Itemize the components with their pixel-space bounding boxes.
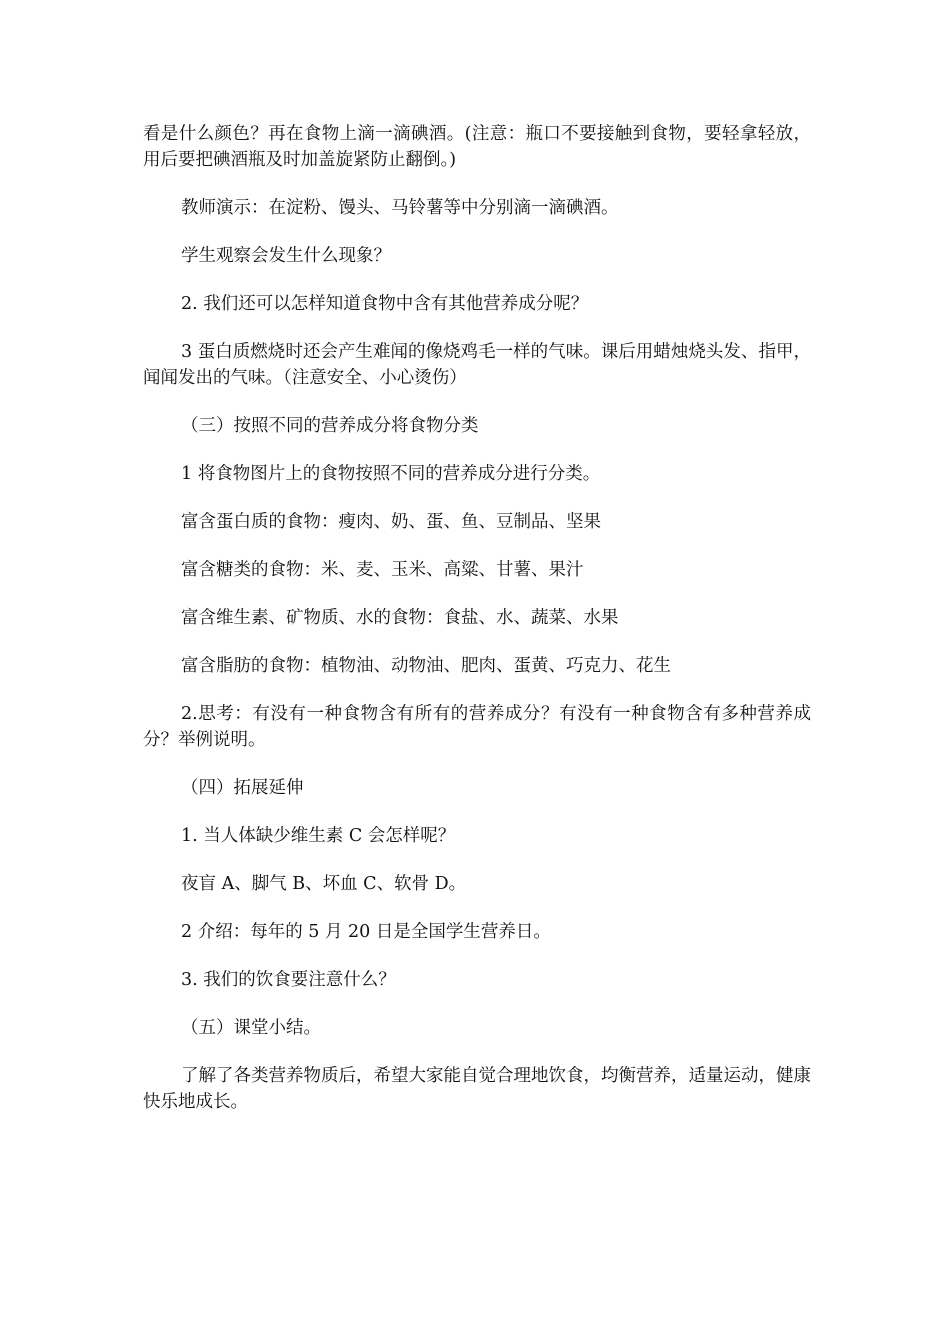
list-item-vitamins: 富含维生素、矿物质、水的食物：食盐、水、蔬菜、水果 [181,608,619,628]
document-body [143,121,811,1137]
paragraph-think: 2.思考：有没有一种食物含有所有的营养成分？有没有一种食物含有多种营养成分？举例说明。 [143,704,811,750]
paragraph-options: 夜盲 A、脚气 B、坏血 C、软骨 D。 [181,874,467,894]
paragraph-classify-foods: 1 将食物图片上的食物按照不同的营养成分进行分类。 [181,464,601,484]
list-item-protein: 富含蛋白质的食物：瘦肉、奶、蛋、鱼、豆制品、坚果 [181,512,601,532]
paragraph-nutrition-day: 2 介绍：每年的 5 月 20 日是全国学生营养日。 [181,922,551,942]
section-heading-3: （三）按照不同的营养成分将食物分类 [181,416,479,436]
paragraph-vitamin-c: 1. 当人体缺少维生素 C 会怎样呢？ [181,826,456,846]
list-item-sugar: 富含糖类的食物：米、麦、玉米、高粱、甘薯、果汁 [181,560,584,580]
paragraph-protein-burning: 3 蛋白质燃烧时还会产生难闻的像烧鸡毛一样的气味。课后用蜡烛烧头发、指甲，闻闻发出的气味。（注意安全、小心烫伤） [143,342,811,388]
paragraph-iodine-test: 看是什么颜色？再在食物上滴一滴碘酒。(注意：瓶口不要接触到食物，要轻拿轻放，用后要把碘酒瓶及时加盖旋紧防止翻倒。) [143,124,811,170]
paragraph-question-2: 2. 我们还可以怎样知道食物中含有其他营养成分呢？ [181,294,589,314]
section-heading-5: （五）课堂小结。 [181,1018,321,1038]
paragraph-teacher-demo: 教师演示：在淀粉、馒头、马铃薯等中分别滴一滴碘酒。 [181,198,619,218]
list-item-fat: 富含脂肪的食物：植物油、动物油、肥肉、蛋黄、巧克力、花生 [181,656,671,676]
paragraph-summary: 了解了各类营养物质后，希望大家能自觉合理地饮食，均衡营养，适量运动，健康快乐地成长。 [143,1066,811,1112]
section-heading-4: （四）拓展延伸 [181,778,304,798]
paragraph-diet-question: 3. 我们的饮食要注意什么？ [181,970,396,990]
paragraph-student-observe: 学生观察会发生什么现象？ [181,246,391,266]
